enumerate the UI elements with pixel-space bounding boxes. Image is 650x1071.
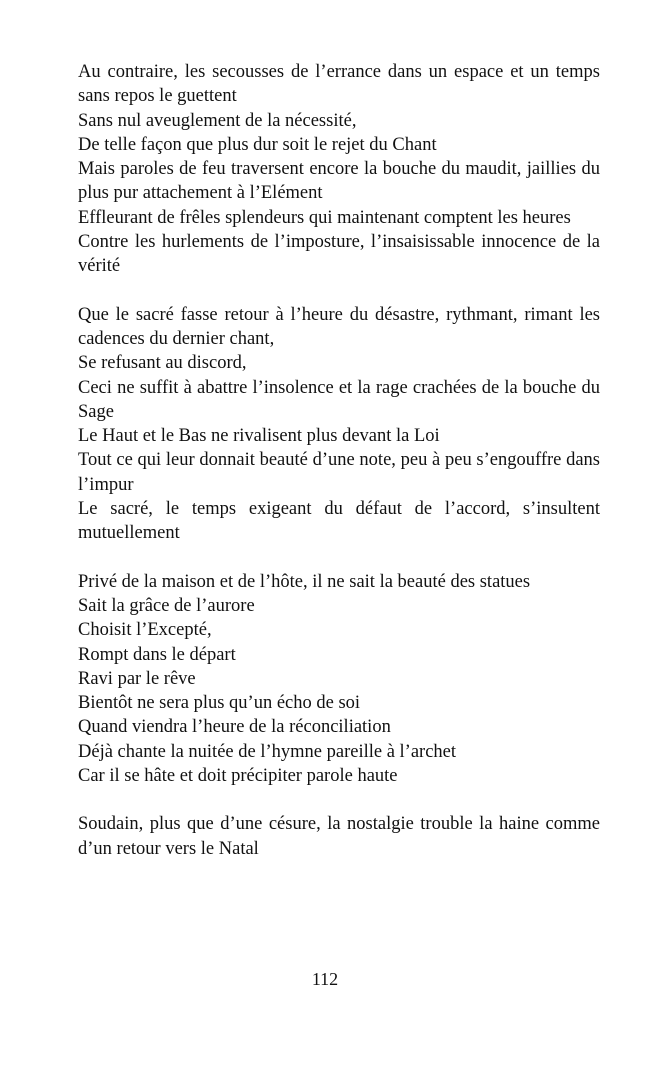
stanza-3 — [78, 570, 600, 789]
verse-line: Bientôt ne sera plus qu’un écho de soi — [78, 693, 361, 714]
verse-line: Rompt dans le départ — [78, 644, 236, 665]
verse-line: Privé de la maison et de l’hôte, il ne sait la beauté des statues — [78, 571, 531, 592]
verse-line: Soudain, plus que d’une césure, la nostalgie trouble la haine comme d’un retour vers le Natal — [78, 814, 600, 859]
page-number: 112 — [311, 969, 339, 989]
verse-line: Quand viendra l’heure de la réconciliation — [78, 717, 391, 738]
verse-line: Choisit l’Excepté, — [78, 620, 212, 641]
stanza-2 — [78, 303, 600, 546]
verse-line: Contre les hurlements de l’imposture, l’insaisissable innocence de la vérité — [78, 232, 600, 277]
verse-line: Effleurant de frêles splendeurs qui maintenant comptent les heures — [78, 207, 571, 228]
verse-line: Que le sacré fasse retour à l’heure du désastre, rythmant, rimant les cadences du dernier chant, — [78, 304, 600, 349]
verse-line: Le Haut et le Bas ne rivalisent plus devant la Loi — [78, 426, 440, 447]
verse-line: Sait la grâce de l’aurore — [78, 595, 255, 616]
verse-line: Déjà chante la nuitée de l’hymne pareille à l’archet — [78, 741, 457, 762]
verse-line: Tout ce qui leur donnait beauté d’une note, peu à peu s’engouffre dans l’impur — [78, 450, 600, 495]
verse-line: Se refusant au discord, — [78, 353, 247, 374]
verse-line: Car il se hâte et doit précipiter parole haute — [78, 766, 398, 787]
verse-line: Le sacré, le temps exigeant du défaut de l’accord, s’insultent mutuellement — [78, 499, 600, 544]
verse-line: Ceci ne suffit à abattre l’insolence et la rage crachées de la bouche du Sage — [78, 377, 600, 422]
stanza-1 — [78, 60, 600, 279]
verse-line: Ravi par le rêve — [78, 668, 196, 689]
verse-line: Mais paroles de feu traversent encore la bouche du maudit, jaillies du plus pur attachement à l’Elément — [78, 159, 600, 204]
page-body — [78, 60, 600, 885]
verse-line: De telle façon que plus dur soit le rejet du Chant — [78, 134, 437, 155]
verse-line: Sans nul aveuglement de la nécessité, — [78, 110, 357, 131]
verse-line: Au contraire, les secousses de l’errance dans un espace et un temps sans repos le guettent — [78, 62, 600, 107]
stanza-4 — [78, 812, 600, 861]
